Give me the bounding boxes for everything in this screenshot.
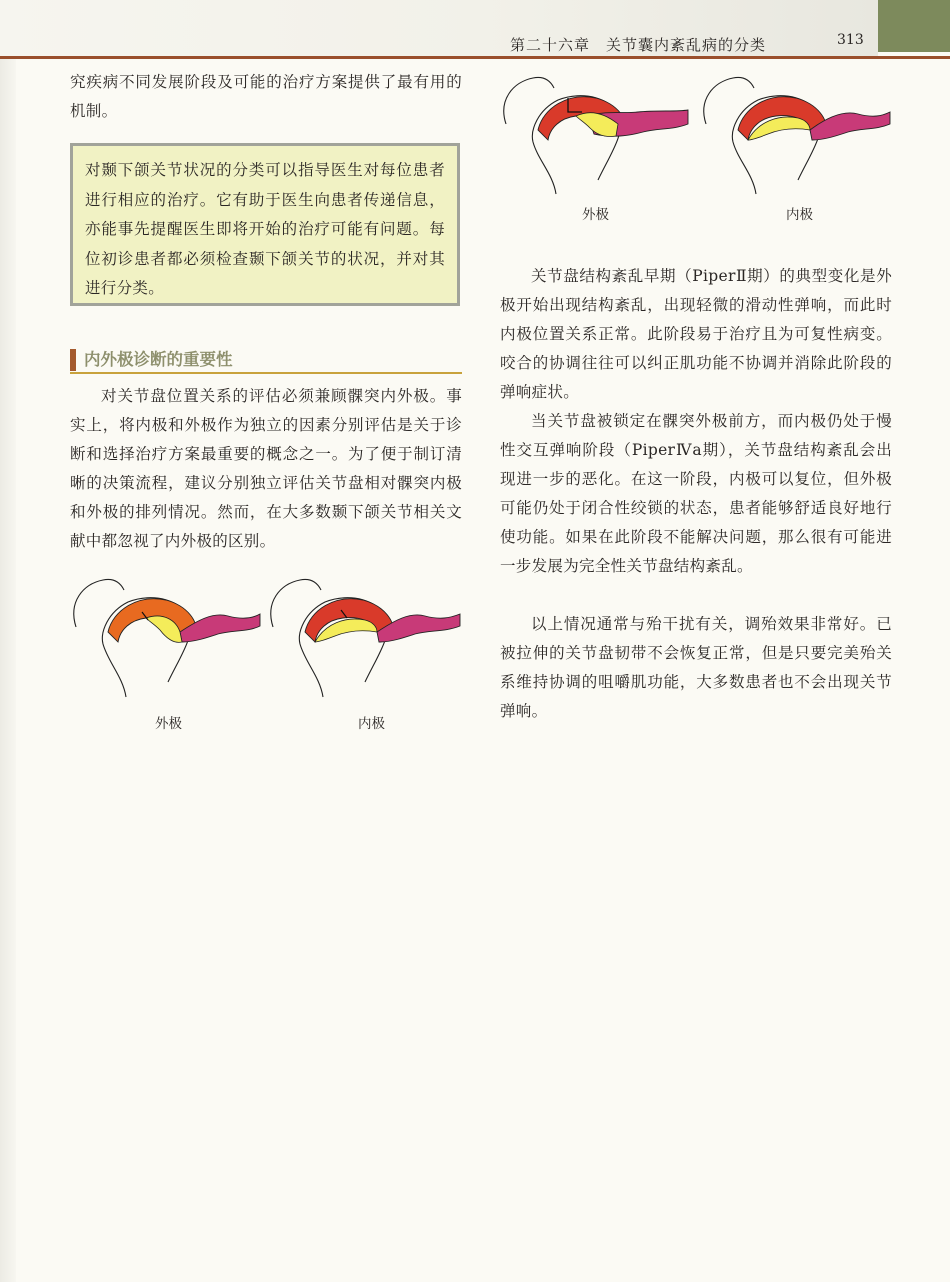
paragraph-piper-ii: 关节盘结构紊乱早期（PiperⅡ期）的典型变化是外极开始出现结构紊乱，出现轻微的滑动性弹响，而此时内极位置关系正常。此阶段易于治疗且为可复性病变。咬合的协调往往可以纠正肌功能不协调并消除此阶段的弹响症状。 bbox=[500, 267, 892, 401]
section-paragraph: 对关节盘位置关系的评估必须兼顾髁突内外极。事实上，将内极和外极作为独立的因素分别评估是关于诊断和选择治疗方案最重要的概念之一。为了便于制订清晰的决策流程，建议分别独立评估关节盘相对髁突内极和外极的排列情况。然而，在大多数颞下颌关节相关文献中都忽视了内外极的区别。 bbox=[70, 387, 462, 550]
page-edge-shadow bbox=[0, 0, 16, 1282]
figure-caption-medial-right: 内极 bbox=[786, 207, 813, 223]
callout-text: 对颞下颌关节状况的分类可以指导医生对每位患者进行相应的治疗。它有助于医生向患者传递信息，亦能事先提醒医生即将开始的治疗可能有问题。每位初诊患者都必须检查颞下颌关节的状况，并对其进行分类。 bbox=[85, 161, 445, 297]
medial-pole-figure-right bbox=[698, 72, 893, 202]
heading-marker bbox=[70, 349, 76, 371]
chapter-tab bbox=[878, 0, 950, 52]
figure-caption-medial-left: 内极 bbox=[358, 716, 385, 732]
intro-paragraph: 究疾病不同发展阶段及可能的治疗方案提供了最有用的机制。 bbox=[70, 73, 462, 120]
header-rule bbox=[0, 56, 950, 59]
callout-box bbox=[70, 143, 460, 306]
heading-underline bbox=[70, 372, 462, 374]
paragraph-piper-iva: 当关节盘被锁定在髁突外极前方，而内极仍处于慢性交互弹响阶段（PiperⅣa期），关节盘结构紊乱会出现进一步的恶化。在这一阶段，内极可以复位，但外极可能仍处于闭合性绞锁的状态，患者能够舒适良好地行使功能。如果在此阶段不能解决问题，那么很有可能进一步发展为完全性关节盘结构紊乱。 bbox=[500, 412, 892, 575]
page-number: 313 bbox=[837, 32, 864, 48]
figure-caption-lateral-left: 外极 bbox=[155, 716, 182, 732]
lateral-pole-figure-left bbox=[68, 572, 268, 707]
figure-caption-lateral-right: 外极 bbox=[582, 207, 609, 223]
medial-pole-figure-left bbox=[265, 572, 465, 707]
lateral-pole-figure-right bbox=[498, 72, 693, 202]
section-heading bbox=[70, 343, 462, 373]
paragraph-occlusal: 以上情况通常与殆干扰有关，调殆效果非常好。已被拉伸的关节盘韧带不会恢复正常，但是只要完美殆关系维持协调的咀嚼肌功能，大多数患者也不会出现关节弹响。 bbox=[500, 615, 892, 720]
chapter-title: 第二十六章 关节囊内紊乱病的分类 bbox=[510, 36, 767, 54]
heading-text: 内外极诊断的重要性 bbox=[84, 350, 233, 369]
